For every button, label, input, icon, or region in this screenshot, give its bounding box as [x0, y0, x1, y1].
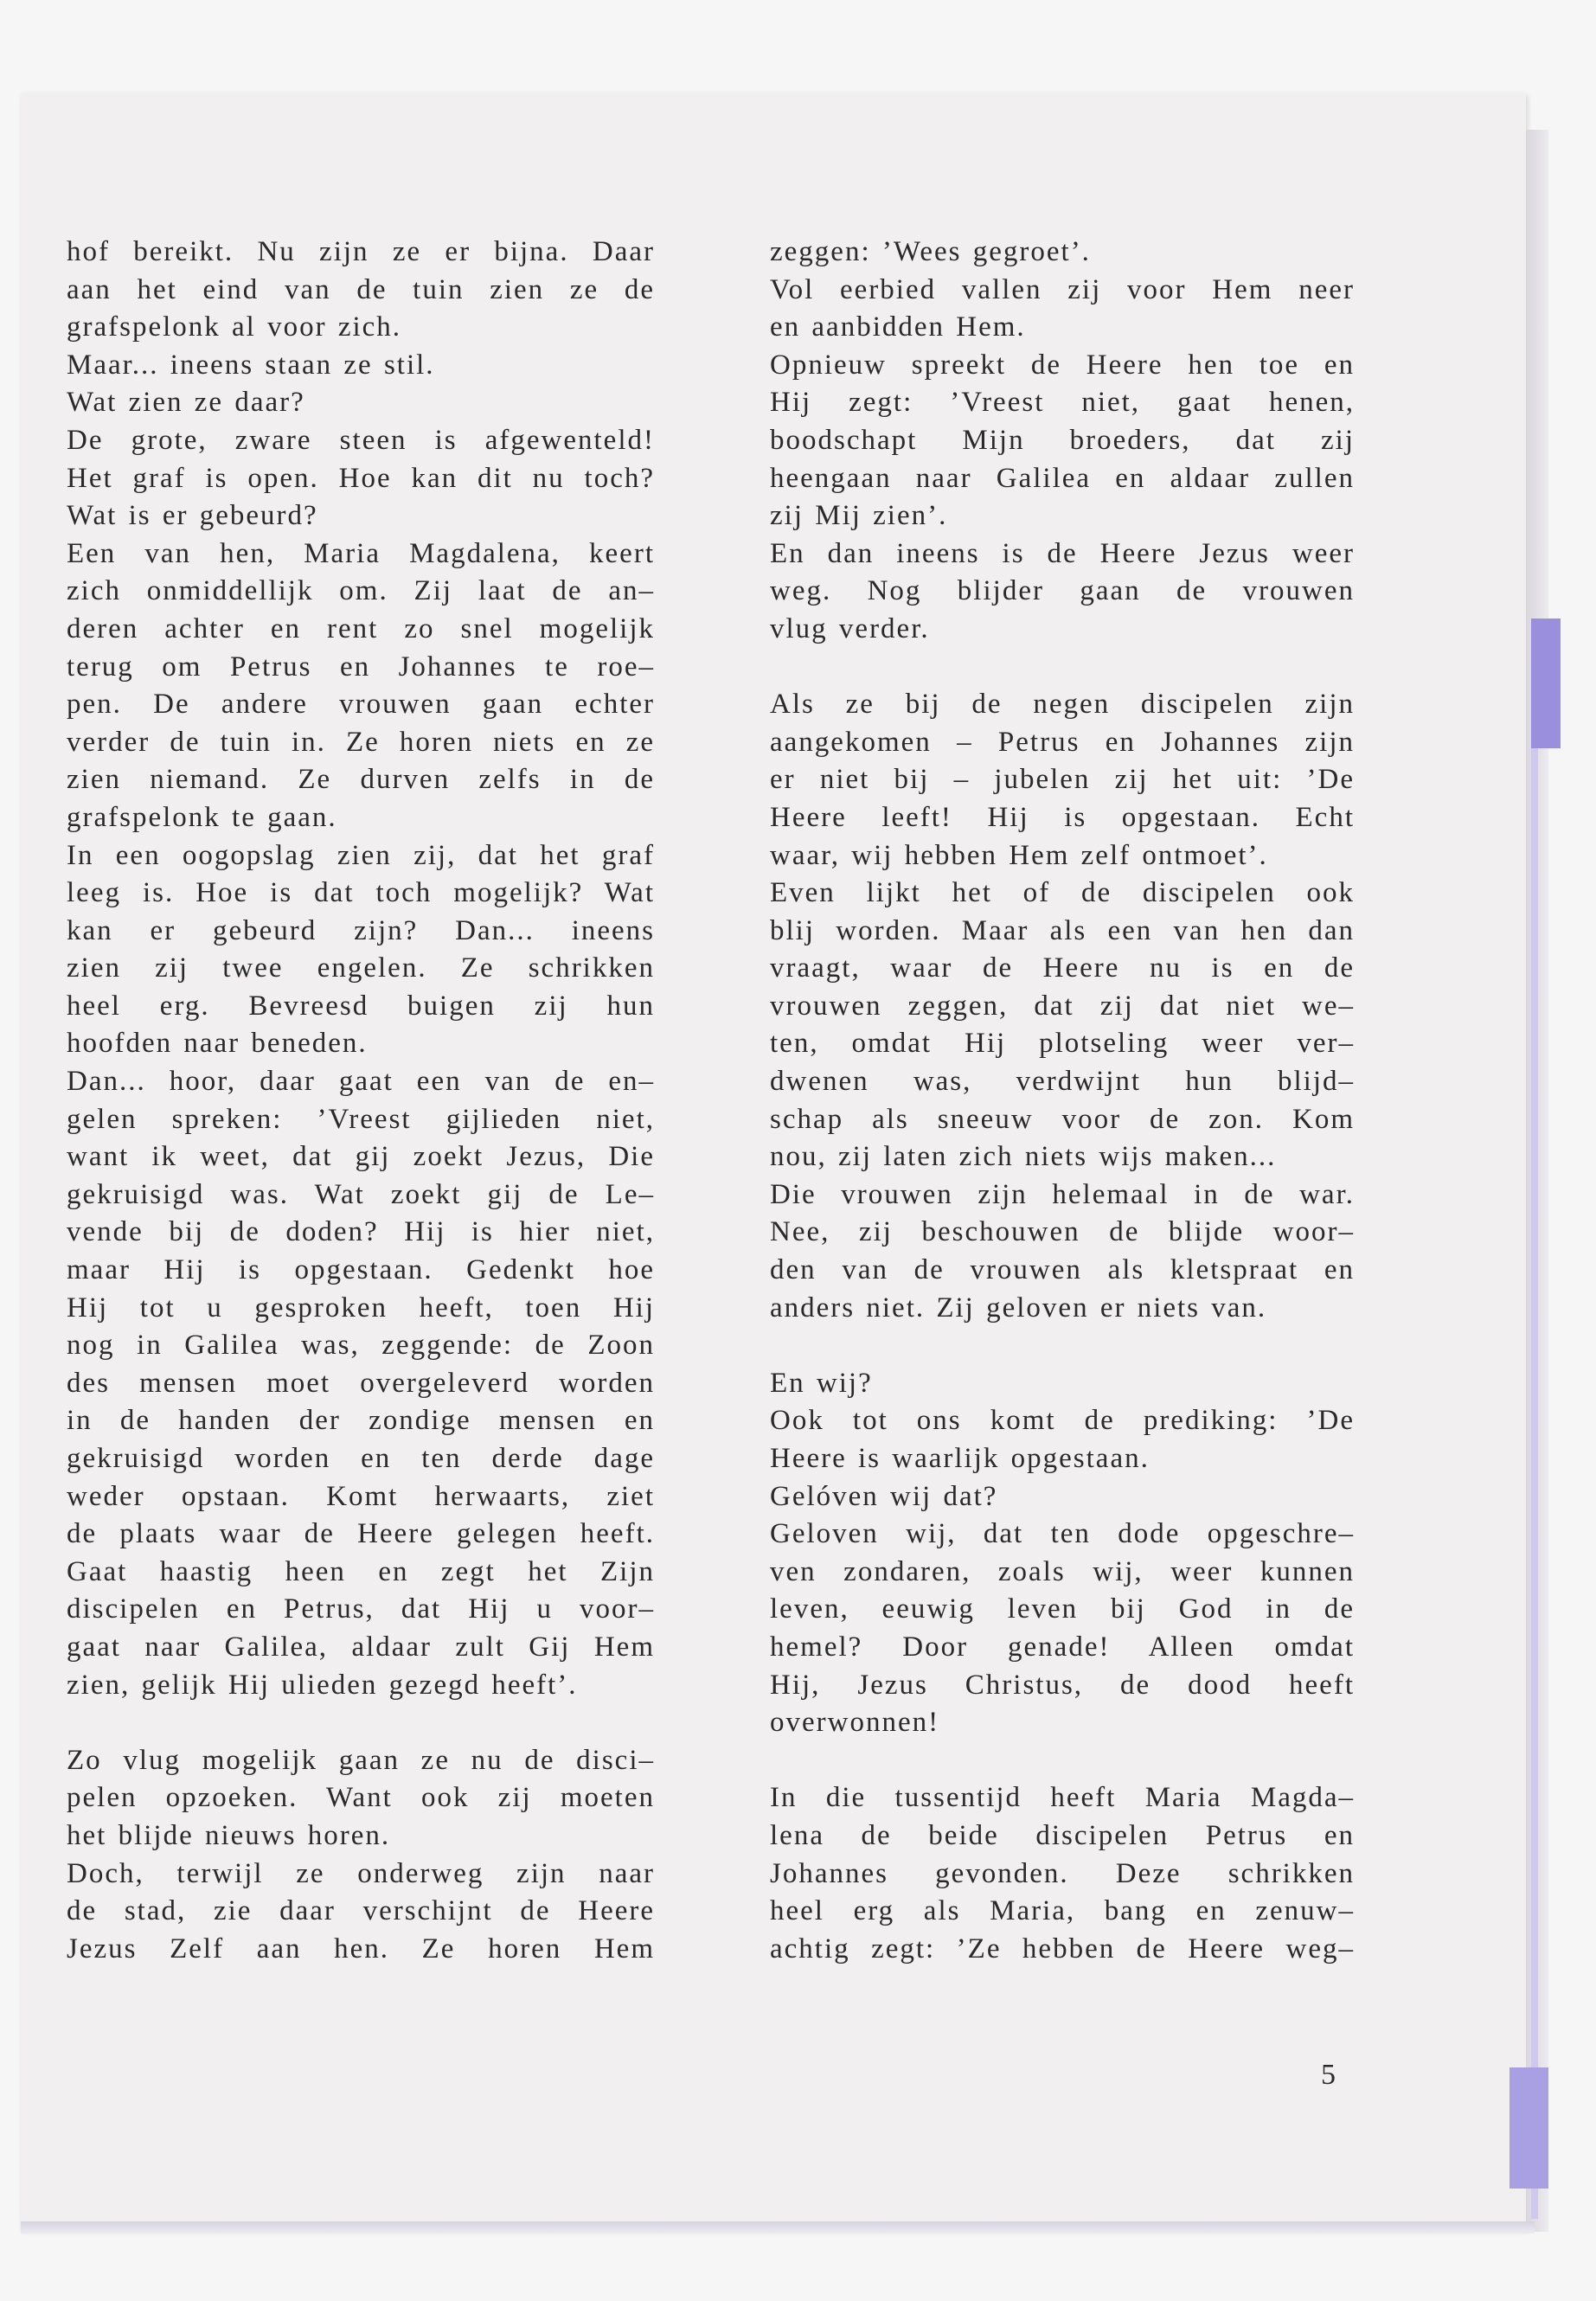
left-column-line: Het graf is open. Hoe kan dit nu toch?	[67, 462, 655, 494]
left-column-line: de stad, zie daar verschijnt de Heere	[67, 1895, 655, 1927]
left-column-line: terug om Petrus en Johannes te roe–	[67, 651, 655, 683]
left-column-line: zich onmiddellijk om. Zij laat de an–	[67, 575, 655, 607]
right-column-line: Nee, zij beschouwen de blijde woor–	[770, 1216, 1355, 1248]
left-column-line: hof bereikt. Nu zijn ze er bijna. Daar	[67, 236, 655, 267]
right-column-line: ven zondaren, zoals wij, weer kunnen	[770, 1555, 1355, 1587]
purple-page-tab	[1531, 619, 1561, 748]
left-column-line: Gaat haastig heen en zegt het Zijn	[67, 1555, 655, 1587]
left-column-line: gaat naar Galilea, aldaar zult Gij Hem	[67, 1631, 655, 1663]
right-column-line: vrouwen zeggen, dat zij dat niet we–	[770, 990, 1355, 1022]
left-column-line: grafspelonk al voor zich.	[67, 311, 402, 343]
right-column-line: Hij zegt: ’Vreest niet, gaat henen,	[770, 387, 1355, 419]
left-column-line: Maar... ineens staan ze stil.	[67, 349, 435, 381]
purple-bottom-tab	[1509, 2067, 1548, 2189]
left-column-line: want ik weet, dat gij zoekt Jezus, Die	[67, 1141, 655, 1173]
left-column-line: nog in Galilea was, zeggende: de Zoon	[67, 1330, 655, 1362]
left-column-line: De grote, zware steen is afgewenteld!	[67, 424, 655, 456]
left-column-line: Wat is er gebeurd?	[67, 500, 318, 532]
left-column-line: gekruisigd was. Wat zoekt gij de Le–	[67, 1178, 655, 1210]
left-column-line: zien zij twee engelen. Ze schrikken	[67, 952, 655, 984]
right-column-line: den van de vrouwen als kletspraat en	[770, 1254, 1355, 1286]
right-column-line: overwonnen!	[770, 1707, 940, 1739]
left-column-line: kan er gebeurd zijn? Dan... ineens	[67, 914, 655, 946]
right-column-line: heel erg als Maria, bang en zenuw–	[770, 1895, 1355, 1927]
right-column-line: Vol eerbied vallen zij voor Hem neer	[770, 273, 1355, 305]
left-column-line: gekruisigd worden en ten derde dage	[67, 1443, 655, 1474]
right-column-line: heengaan naar Galilea en aldaar zullen	[770, 462, 1355, 494]
right-column-line: leven, eeuwig leven bij God in de	[770, 1593, 1355, 1625]
right-column-line: aangekomen – Petrus en Johannes zijn	[770, 726, 1355, 758]
left-column-line: in de handen der zondige mensen en	[67, 1405, 655, 1437]
left-column-line: de plaats waar de Heere gelegen heeft.	[67, 1518, 655, 1550]
left-column-line: vende bij de doden? Hij is hier niet,	[67, 1216, 655, 1248]
left-column-line: pelen opzoeken. Want ook zij moeten	[67, 1782, 655, 1814]
right-column-line	[770, 1327, 1355, 1365]
left-column-line: Jezus Zelf aan hen. Ze horen Hem	[67, 1932, 655, 1965]
right-text-column	[770, 234, 1355, 1968]
right-column-line: zij Mij zien’.	[770, 500, 948, 532]
right-column-line: Johannes gevonden. Deze schrikken	[770, 1857, 1355, 1889]
right-column-line: hemel? Door genade! Alleen omdat	[770, 1631, 1355, 1663]
right-column-line: En wij?	[770, 1367, 873, 1399]
right-column-line	[770, 649, 1355, 687]
left-column-line: Wat zien ze daar?	[67, 387, 305, 419]
left-column-line: verder de tuin in. Ze horen niets en ze	[67, 726, 655, 758]
left-column-line: discipelen en Petrus, dat Hij u voor–	[67, 1593, 655, 1625]
left-column-line: Doch, terwijl ze onderweg zijn naar	[67, 1857, 655, 1889]
right-column-line: zeggen: ’Wees gegroet’.	[770, 236, 1091, 267]
left-column-line: maar Hij is opgestaan. Gedenkt hoe	[67, 1254, 655, 1286]
purple-page-edge	[1531, 748, 1538, 2219]
left-column-line: weder opstaan. Komt herwaarts, ziet	[67, 1480, 655, 1512]
right-column-line: dwenen was, verdwijnt hun blijd–	[770, 1066, 1355, 1098]
left-column-line: leeg is. Hoe is dat toch mogelijk? Wat	[67, 877, 655, 909]
left-column-line	[67, 1704, 655, 1742]
right-column-line: vlug verder.	[770, 612, 930, 644]
right-column-line: weg. Nog blijder gaan de vrouwen	[770, 575, 1355, 607]
right-column-line: Ook tot ons komt de prediking: ’De	[770, 1405, 1355, 1437]
left-column-line: zien, gelijk Hij ulieden gezegd heeft’.	[67, 1669, 578, 1701]
right-column-line: anders niet. Zij geloven er niets van.	[770, 1292, 1267, 1324]
right-column-line	[770, 1742, 1355, 1780]
left-column-line: grafspelonk te gaan.	[67, 801, 337, 833]
right-column-line: boodschapt Mijn broeders, dat zij	[770, 424, 1355, 456]
left-column-line: Zo vlug mogelijk gaan ze nu de disci–	[67, 1744, 655, 1776]
right-column-line: Als ze bij de negen discipelen zijn	[770, 689, 1355, 721]
left-column-line: deren achter en rent zo snel mogelijk	[67, 612, 655, 644]
right-column-line: In die tussentijd heeft Maria Magda–	[770, 1782, 1355, 1814]
right-column-line: En dan ineens is de Heere Jezus weer	[770, 537, 1355, 569]
left-column-line: hoofden naar beneden.	[67, 1028, 368, 1060]
left-column-line: In een oogopslag zien zij, dat het graf	[67, 839, 655, 871]
left-column-line: aan het eind van de tuin zien ze de	[67, 273, 655, 305]
left-column-line: het blijde nieuws horen.	[67, 1819, 391, 1851]
right-column-line: waar, wij hebben Hem zelf ontmoet’.	[770, 839, 1268, 871]
right-column-line: Geloven wij, dat ten dode opgeschre–	[770, 1518, 1355, 1550]
right-column-line: nou, zij laten zich niets wijs maken...	[770, 1141, 1277, 1173]
left-column-line: des mensen moet overgeleverd worden	[67, 1367, 655, 1399]
right-column-line: Heere leeft! Hij is opgestaan. Echt	[770, 801, 1355, 833]
left-column-line: heel erg. Bevreesd buigen zij hun	[67, 990, 655, 1022]
page-bottom-edge	[21, 2221, 1535, 2234]
right-column-line: vraagt, waar de Heere nu is en de	[770, 952, 1355, 984]
left-column-line: gelen spreken: ’Vreest gijlieden niet,	[67, 1103, 655, 1135]
left-column-line: Dan... hoor, daar gaat een van de en–	[67, 1066, 655, 1098]
right-column-line: Hij, Jezus Christus, de dood heeft	[770, 1669, 1355, 1701]
left-column-line: Een van hen, Maria Magdalena, keert	[67, 537, 655, 569]
right-column-line: Even lijkt het of de discipelen ook	[770, 877, 1355, 909]
page-number: 5	[1321, 2059, 1336, 2091]
right-column-line: Opnieuw spreekt de Heere hen toe en	[770, 349, 1355, 381]
right-column-line: lena de beide discipelen Petrus en	[770, 1819, 1355, 1851]
right-column-line: ten, omdat Hij plotseling weer ver–	[770, 1028, 1355, 1060]
left-text-column	[67, 234, 655, 1968]
right-column-line: blij worden. Maar als een van hen dan	[770, 914, 1355, 946]
left-column-line: Hij tot u gesproken heeft, toen Hij	[67, 1292, 655, 1324]
right-column-line: achtig zegt: ’Ze hebben de Heere weg–	[770, 1932, 1355, 1965]
right-column-line: schap als sneeuw voor de zon. Kom	[770, 1103, 1355, 1135]
right-column-line: er niet bij – jubelen zij het uit: ’De	[770, 764, 1355, 796]
left-column-line: zien niemand. Ze durven zelfs in de	[67, 764, 655, 796]
right-column-line: Heere is waarlijk opgestaan.	[770, 1443, 1150, 1474]
right-column-line: en aanbidden Hem.	[770, 311, 1026, 343]
left-column-line: pen. De andere vrouwen gaan echter	[67, 689, 655, 721]
right-column-line: Die vrouwen zijn helemaal in de war.	[770, 1178, 1355, 1210]
right-column-line: Gelóven wij dat?	[770, 1480, 998, 1512]
